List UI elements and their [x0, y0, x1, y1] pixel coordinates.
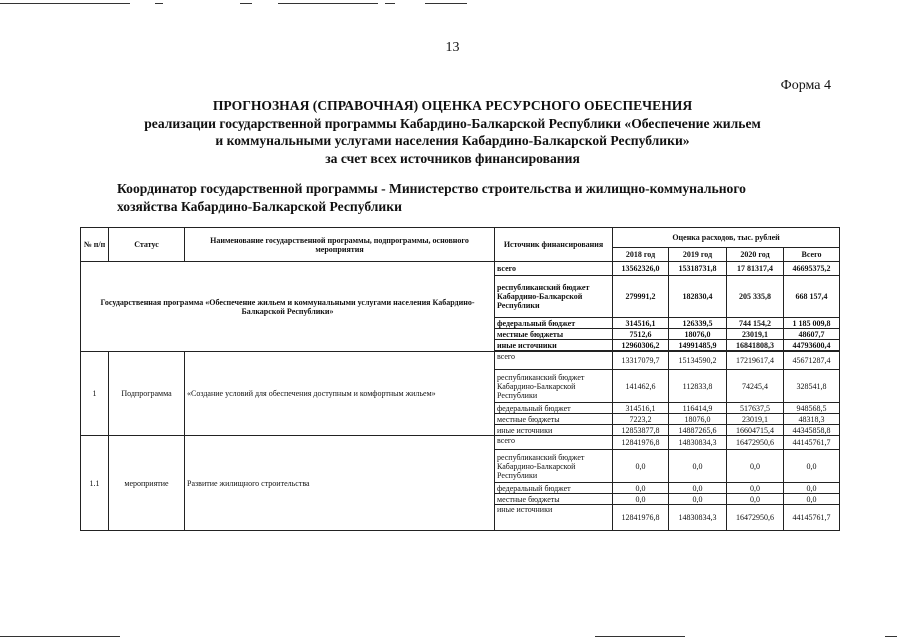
value-cell: 517637,5	[727, 403, 784, 414]
value-cell: 14887265,6	[669, 425, 727, 436]
source-cell: республиканский бюджет Кабардино-Балкарской Республики	[495, 370, 613, 403]
source-cell: республиканский бюджет Кабардино-Балкарской Республики	[495, 276, 613, 318]
row-status: Подпрограмма	[109, 352, 185, 436]
header-name: Наименование государственной программы, подпрограммы, основного мероприятия	[185, 228, 495, 262]
title-line: за счет всех источников финансирования	[325, 150, 580, 166]
program-name: Государственная программа «Обеспечение жильем и коммунальными услугами населения Кабардино-Балкарской Республики»	[81, 262, 495, 352]
value-cell: 44145761,7	[784, 505, 840, 531]
value-cell: 46695375,2	[784, 262, 840, 276]
source-cell: местные бюджеты	[495, 414, 613, 425]
value-cell: 44793600,4	[784, 340, 840, 351]
value-cell: 12841976,8	[613, 436, 669, 450]
table-header-row	[81, 228, 840, 248]
header-source: Источник финансирования	[495, 228, 613, 262]
header-2019: 2019 год	[669, 248, 727, 262]
coordinator-line: хозяйства Кабардино-Балкарской Республики	[117, 198, 402, 214]
scan-line	[425, 3, 467, 4]
value-cell: 0,0	[727, 483, 784, 494]
scan-line	[0, 636, 120, 637]
value-cell: 0,0	[669, 450, 727, 483]
table-row	[81, 436, 840, 450]
row-status: мероприятие	[109, 436, 185, 531]
value-cell: 7223,2	[613, 414, 669, 425]
document-title	[0, 97, 905, 167]
value-cell: 1 185 009,8	[784, 318, 840, 329]
value-cell: 116414,9	[669, 403, 727, 414]
value-cell: 12960306,2	[613, 340, 669, 351]
source-cell: всего	[495, 352, 613, 370]
value-cell: 44145761,7	[784, 436, 840, 450]
value-cell: 0,0	[613, 494, 669, 505]
value-cell: 948568,5	[784, 403, 840, 414]
value-cell: 0,0	[727, 494, 784, 505]
value-cell: 126339,5	[669, 318, 727, 329]
source-cell: местные бюджеты	[495, 329, 613, 340]
value-cell: 16604715,4	[727, 425, 784, 436]
source-cell: всего	[495, 262, 613, 276]
value-cell: 48318,3	[784, 414, 840, 425]
header-status: Статус	[109, 228, 185, 262]
row-name: «Создание условий для обеспечения доступным и комфортным жильем»	[185, 352, 495, 436]
value-cell: 744 154,2	[727, 318, 784, 329]
value-cell: 0,0	[784, 450, 840, 483]
value-cell: 0,0	[727, 450, 784, 483]
value-cell: 0,0	[613, 450, 669, 483]
value-cell: 45671287,4	[784, 352, 840, 370]
title-line: ПРОГНОЗНАЯ (СПРАВОЧНАЯ) ОЦЕНКА РЕСУРСНОГО ОБЕСПЕЧЕНИЯ	[212, 98, 693, 113]
value-cell: 17 81317,4	[727, 262, 784, 276]
value-cell: 12841976,8	[613, 505, 669, 531]
funding-table	[80, 227, 840, 531]
value-cell: 668 157,4	[784, 276, 840, 318]
value-cell: 0,0	[613, 483, 669, 494]
value-cell: 44345858,8	[784, 425, 840, 436]
value-cell: 314516,1	[613, 403, 669, 414]
value-cell: 16841808,3	[727, 340, 784, 351]
value-cell: 205 335,8	[727, 276, 784, 318]
value-cell: 0,0	[784, 494, 840, 505]
scan-line	[595, 636, 685, 637]
title-line: и коммунальными услугами населения Кабардино-Балкарской Республики»	[215, 133, 690, 148]
value-cell: 16472950,6	[727, 505, 784, 531]
header-2018: 2018 год	[613, 248, 669, 262]
header-num: № п/п	[81, 228, 109, 262]
scan-line	[240, 3, 252, 4]
value-cell: 279991,2	[613, 276, 669, 318]
source-cell: иные источники	[495, 340, 613, 351]
value-cell: 14830834,3	[669, 436, 727, 450]
value-cell: 0,0	[669, 494, 727, 505]
value-cell: 14991485,9	[669, 340, 727, 351]
source-cell: республиканский бюджет Кабардино-Балкарской Республики	[495, 450, 613, 483]
value-cell: 141462,6	[613, 370, 669, 403]
value-cell: 13317079,7	[613, 352, 669, 370]
value-cell: 0,0	[784, 483, 840, 494]
form-label: Форма 4	[780, 78, 831, 93]
value-cell: 182830,4	[669, 276, 727, 318]
value-cell: 74245,4	[727, 370, 784, 403]
source-cell: иные источники	[495, 425, 613, 436]
value-cell: 13562326,0	[613, 262, 669, 276]
row-num: 1.1	[81, 436, 109, 531]
value-cell: 23019,1	[727, 329, 784, 340]
title-line: реализации государственной программы Кабардино-Балкарской Республики «Обеспечение жильем	[144, 115, 761, 131]
value-cell: 48607,7	[784, 329, 840, 340]
value-cell: 15318731,8	[669, 262, 727, 276]
table-row	[81, 262, 840, 276]
source-cell: всего	[495, 436, 613, 450]
value-cell: 112833,8	[669, 370, 727, 403]
row-name: Развитие жилищного строительства	[185, 436, 495, 531]
value-cell: 14830834,3	[669, 505, 727, 531]
value-cell: 17219617,4	[727, 352, 784, 370]
value-cell: 0,0	[669, 483, 727, 494]
row-num: 1	[81, 352, 109, 436]
value-cell: 15134590,2	[669, 352, 727, 370]
value-cell: 328541,8	[784, 370, 840, 403]
scan-line	[885, 636, 897, 637]
source-cell: иные источники	[495, 505, 613, 531]
value-cell: 18076,0	[669, 414, 727, 425]
header-estimate: Оценка расходов, тыс. рублей	[613, 228, 840, 248]
table-row	[81, 352, 840, 370]
coordinator-line: Координатор государственной программы - Министерство строительства и жилищно-коммунального	[117, 181, 746, 196]
scan-line	[278, 3, 378, 4]
scan-line	[0, 3, 130, 4]
source-cell: федеральный бюджет	[495, 403, 613, 414]
value-cell: 23019,1	[727, 414, 784, 425]
value-cell: 18076,0	[669, 329, 727, 340]
scan-line	[385, 3, 395, 4]
value-cell: 12853877,8	[613, 425, 669, 436]
value-cell: 7512,6	[613, 329, 669, 340]
coordinator-heading	[117, 180, 817, 215]
header-total: Всего	[784, 248, 840, 262]
header-2020: 2020 год	[727, 248, 784, 262]
page-number: 13	[445, 40, 460, 55]
source-cell: федеральный бюджет	[495, 318, 613, 329]
source-cell: местные бюджеты	[495, 494, 613, 505]
scan-line	[155, 3, 163, 4]
source-cell: федеральный бюджет	[495, 483, 613, 494]
value-cell: 314516,1	[613, 318, 669, 329]
value-cell: 16472950,6	[727, 436, 784, 450]
